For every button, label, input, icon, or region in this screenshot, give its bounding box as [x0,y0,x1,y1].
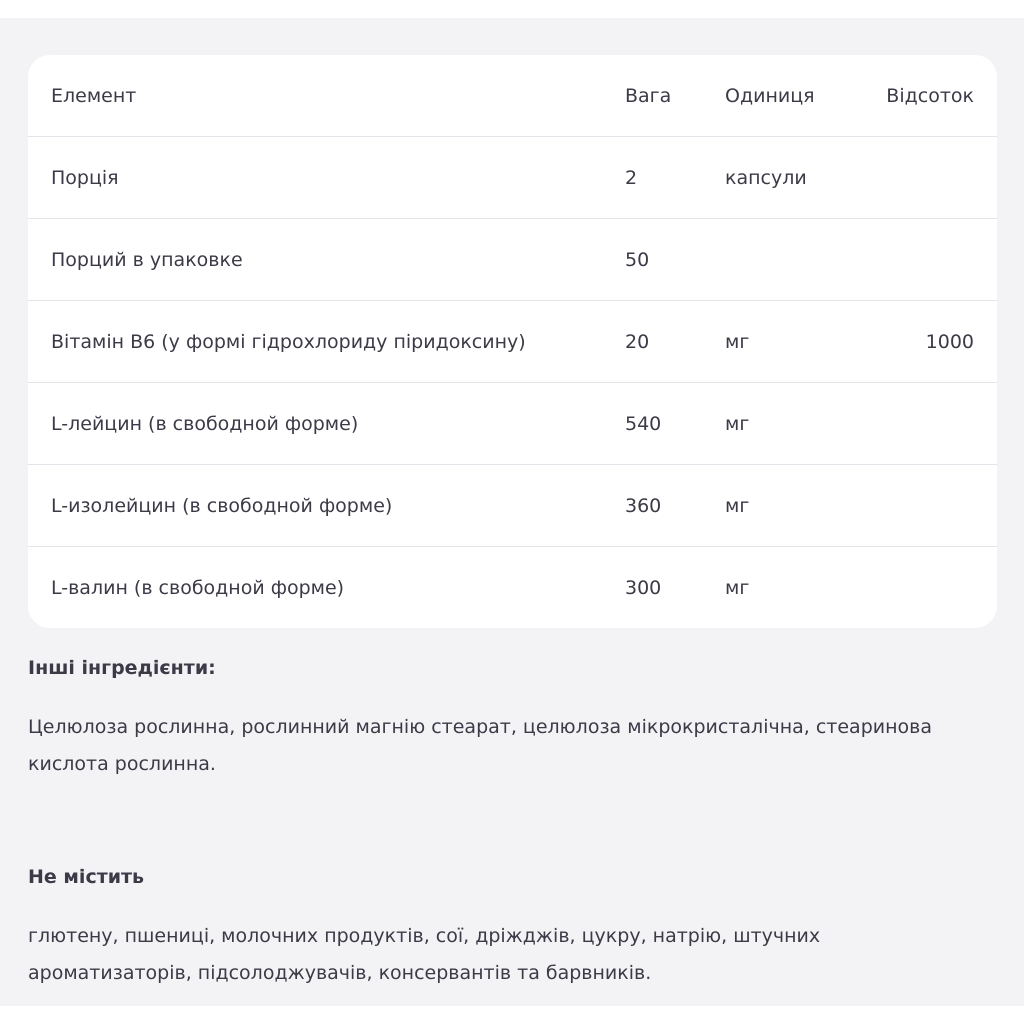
cell-percent: 1000 [925,330,974,353]
table-row [28,219,997,301]
cell-unit: мг [725,494,750,517]
cell-unit: мг [725,330,750,353]
other-ingredients-text: Целюлоза рослинна, рослинний магнію стеарат, целюлоза мікрокристалічна, стеаринова кислота рослинна. [28,716,932,775]
cell-unit: капсули [725,166,807,189]
cell-element: Вітамін B6 (у формі гідрохлориду піридоксину) [51,330,526,353]
table-header-row [28,55,997,137]
table-row [28,301,997,383]
table-row [28,383,997,465]
header-unit: Одиниця [725,84,815,107]
cell-weight: 20 [625,330,650,353]
nutrition-table [28,55,997,628]
table-row [28,465,997,547]
table-row [28,137,997,219]
cell-unit: мг [725,577,750,599]
free-from-text: глютену, пшениці, молочних продуктів, сої, дріжджів, цукру, натрію, штучних ароматизаторів, підсолоджувачів, консервантів та барвників. [28,925,821,984]
header-element: Елемент [51,84,137,107]
table-row [28,547,997,628]
cell-weight: 360 [625,494,662,517]
cell-unit: мг [725,412,750,435]
cell-element: L-лейцин (в свободной форме) [51,412,359,435]
free-from-title: Не містить [28,866,145,888]
cell-weight: 50 [625,248,650,271]
cell-element: L-валин (в свободной форме) [51,577,345,599]
cell-element: Порций в упаковке [51,248,243,271]
cell-weight: 540 [625,412,662,435]
header-percent: Відсоток [886,84,974,107]
cell-element: Порція [51,166,119,189]
header-weight: Вага [625,84,672,107]
cell-element: L-изолейцин (в свободной форме) [51,494,393,517]
cell-weight: 300 [625,577,662,599]
cell-weight: 2 [625,166,638,189]
other-ingredients-title: Інші інгредієнти: [28,657,216,679]
